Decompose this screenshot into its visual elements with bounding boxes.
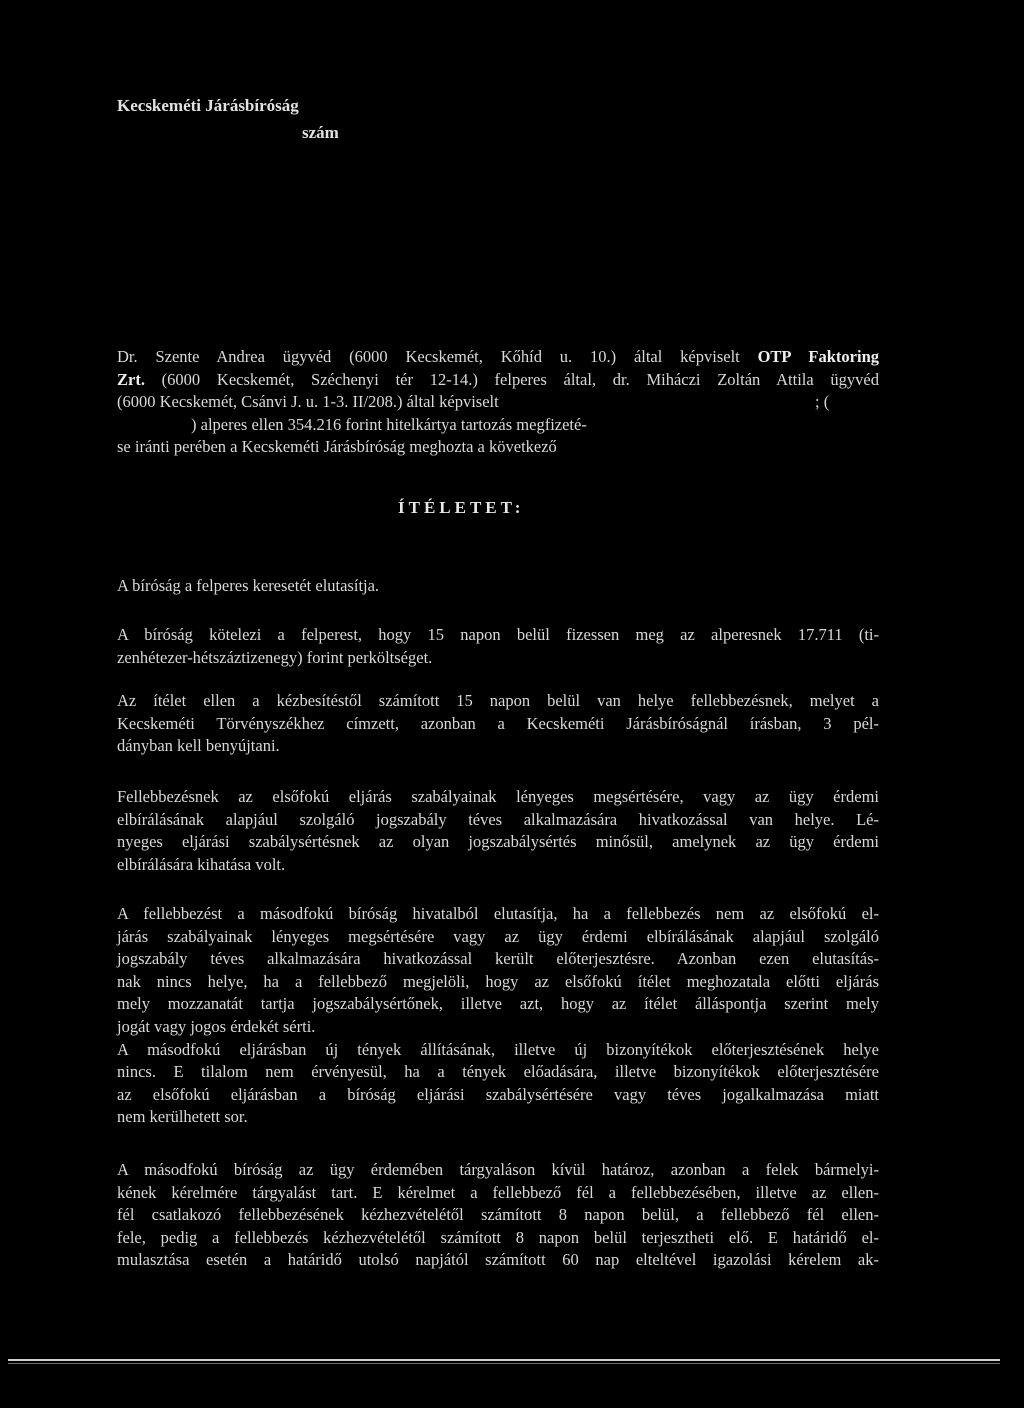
grounds-line-1: Fellebbezésnek az elsőfokú eljárás szabályainak lényeges megsértésére, vagy az ügy érdemi — [117, 787, 879, 806]
costs-line-1: A bíróság kötelezi a felperest, hogy 15 napon belül fizessen meg az alperesnek 17.711 (ti- — [117, 625, 879, 644]
grounds-paragraph — [117, 786, 879, 876]
dismissal-paragraph — [117, 575, 879, 598]
appeal-line-2: Kecskeméti Törvényszékhez címzett, azonban a Kecskeméti Járásbíróságnál írásban, 3 pél- — [117, 713, 879, 733]
intro-line-4: ) alperes ellen 354.216 forint hitelkártya tartozás megfizeté- — [191, 414, 587, 434]
rejection-line-5: mely mozzanatát tartja jogszabálysértőnek, illetve azt, hogy az ítélet álláspontja szerint mely — [117, 994, 879, 1014]
page-bottom-rule — [8, 1359, 1000, 1361]
grounds-line-4: elbírálására kihatása volt. — [117, 854, 286, 874]
intro-line-5: se iránti perében a Kecskeméti Járásbíróság meghozta a következő — [117, 437, 557, 457]
hearing-line-1: A másodfokú bíróság az ügy érdemében tárgyaláson kívül határoz, azonban a felek bármelyi- — [117, 1160, 879, 1179]
appeal-line-1: Az ítélet ellen a kézbesítéstől számított 15 napon belül van helye fellebbezésnek, melyet a — [117, 691, 879, 710]
case-number-label: szám — [302, 123, 339, 142]
grounds-line-2: elbírálásának alapjául szolgáló jogszabály téves alkalmazására hivatkozással van helye. Lé- — [117, 809, 879, 829]
dismissal-line: A bíróság a felperes keresetét elutasítja. — [117, 576, 380, 595]
hearing-line-3: fél csatlakozó fellebbezésének kézhezvételétől számított 8 napon belül, a fellebbező fél ellen- — [117, 1205, 879, 1225]
intro-line-1: Dr. Szente Andrea ügyvéd (6000 Kecskemét, Kőhíd u. 10.) által képviselt OTP Faktoring — [117, 347, 879, 366]
rejection-line-1: A fellebbezést a másodfokú bíróság hivatalból elutasítja, ha a fellebbezés nem az elsőfokú el- — [117, 904, 879, 923]
hearing-line-5: mulasztása esetén a határidő utolsó napjától számított 60 nap elteltével igazolási kérelem ak- — [117, 1250, 879, 1270]
rejection-line-8: nincs. E tilalom nem érvényesül, ha a tények előadására, illetve bizonyítékok előterjesztésére — [117, 1062, 879, 1082]
judgment-title: ÍTÉLETET: — [398, 498, 525, 517]
hearing-line-4: fele, pedig a fellebbezés kézhezvételétől számított 8 napon belül terjesztheti elő. E határidő el- — [117, 1227, 879, 1247]
plaintiff-name-part2: Zrt. — [117, 369, 145, 389]
appeal-paragraph — [117, 690, 879, 758]
rejection-line-7: A másodfokú eljárásban új tények állításának, illetve új bizonyítékok előterjesztésének helye — [117, 1039, 879, 1059]
intro-line-3: (6000 Kecskemét, Csánvi J. u. 1-3. II/208.) által képviselt ; ( — [117, 391, 879, 414]
appeal-line-3: dányban kell benyújtani. — [117, 736, 280, 756]
intro-paragraph — [117, 346, 879, 459]
plaintiff-name-part1: OTP Faktoring — [757, 347, 879, 366]
grounds-line-3: nyeges eljárási szabálysértésnek az olyan jogszabálysértés minősül, amelynek az ügy érdemi — [117, 832, 879, 852]
court-name: Kecskeméti Járásbíróság — [117, 96, 299, 115]
costs-line-2: zenhétezer-hétszáztizenegy) forint perköltséget. — [117, 647, 433, 667]
redacted-remnant: ; ( — [815, 392, 830, 412]
rejection-line-4: nak nincs helye, ha a fellebbező megjelöli, hogy az elsőfokú ítélet meghozatala előtti eljárás — [117, 971, 879, 991]
rejection-line-3: jogszabály téves alkalmazására hivatkozással került előterjesztésre. Azonban ezen elutasítás- — [117, 949, 879, 969]
page-bottom-rule-shadow — [8, 1363, 1000, 1364]
intro-line-2: Zrt. (6000 Kecskemét, Széchenyi tér 12-14.) felperes által, dr. Miháczi Zoltán Attila ügyvéd — [117, 369, 879, 389]
rejection-line-6: jogát vagy jogos érdekét sérti. — [117, 1016, 316, 1036]
rejection-line-10: nem kerülhetett sor. — [117, 1107, 248, 1127]
rejection-line-9: az elsőfokú eljárásban a bíróság eljárási szabálysértésére vagy téves jogalkalmazása miatt — [117, 1084, 879, 1104]
hearing-paragraph — [117, 1159, 879, 1272]
rejection-line-2: járás szabályainak lényeges megsértésére vagy az ügy érdemi elbírálásának alapjául szolgáló — [117, 926, 879, 946]
costs-paragraph — [117, 624, 879, 669]
rejection-paragraph — [117, 903, 879, 1129]
hearing-line-2: kének kérelmére tárgyalást tart. E kérelmet a fellebbező fél a fellebbezésében, illetve az ellen- — [117, 1182, 879, 1202]
